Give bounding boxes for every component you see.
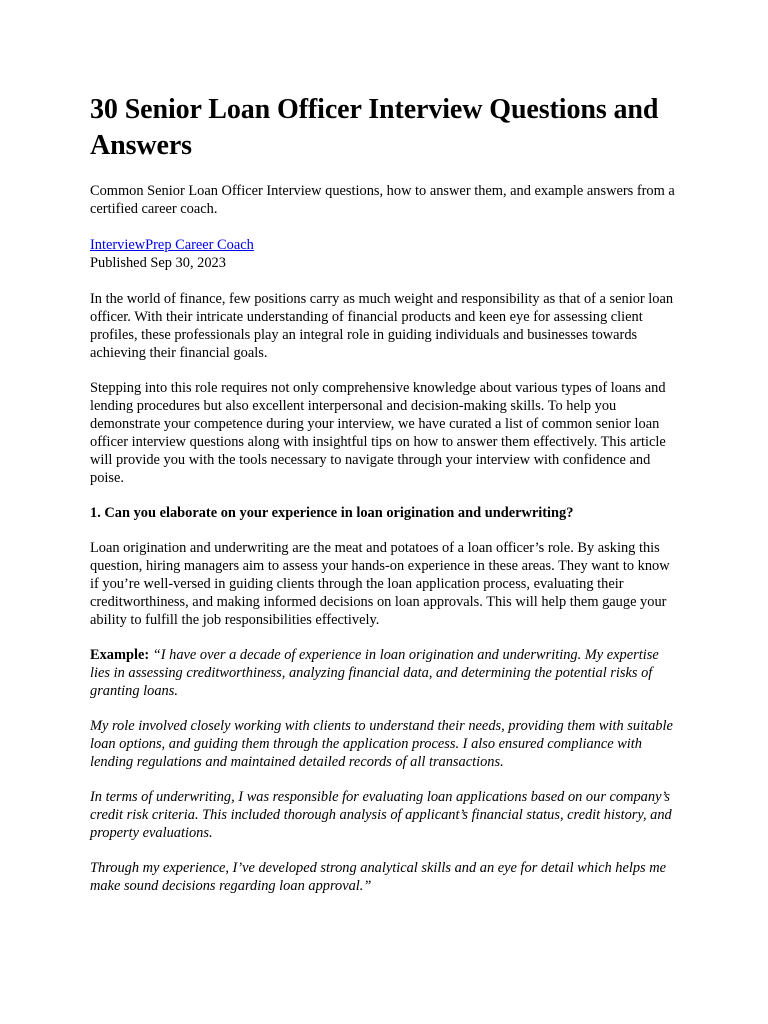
author-link[interactable]: InterviewPrep Career Coach xyxy=(90,237,254,253)
author-line xyxy=(90,236,680,254)
example-paragraph-1 xyxy=(90,646,680,700)
page-title: 30 Senior Loan Officer Interview Questions and Answers xyxy=(90,94,659,161)
example-paragraph-4: Through my experience, I’ve developed strong analytical skills and an eye for detail which helps me make sound decisions regarding loan approval.” xyxy=(90,860,667,894)
published-date: Published Sep 30, 2023 xyxy=(90,255,226,271)
article-subtitle: Common Senior Loan Officer Interview questions, how to answer them, and example answers from a certified career coach. xyxy=(90,183,675,217)
example-paragraph-3: In terms of underwriting, I was responsible for evaluating loan applications based on our company’s credit risk criteria. This included thorough analysis of applicant’s financial status, credit history, and property evaluations. xyxy=(90,789,672,841)
article xyxy=(90,92,680,895)
example-text-1: “I have over a decade of experience in loan origination and underwriting. My expertise lies in assessing creditworthiness, analyzing financial data, and determining the potential risks of granting loans. xyxy=(90,647,659,699)
question-explanation: Loan origination and underwriting are the meat and potatoes of a loan officer’s role. By asking this question, hiring managers aim to assess your hands-on experience in these areas. They want to know if you’re well-versed in guiding clients through the loan application process, evaluating their creditworthiness, and making informed decisions on loan approvals. This will help them gauge your ability to fulfill the job responsibilities effectively. xyxy=(90,540,670,628)
example-label: Example: xyxy=(90,647,153,663)
byline xyxy=(90,236,680,272)
example-paragraph-2: My role involved closely working with clients to understand their needs, providing them with suitable loan options, and guiding them through the application process. I also ensured compliance with lending regulations and maintained detailed records of all transactions. xyxy=(90,718,673,770)
intro-paragraph-2: Stepping into this role requires not only comprehensive knowledge about various types of loans and lending procedures but also excellent interpersonal and decision-making skills. To help you demonstrate your competence during your interview, we have curated a list of common senior loan officer interview questions along with insightful tips on how to answer them effectively. This article will provide you with the tools necessary to navigate through your interview with confidence and poise. xyxy=(90,380,666,486)
intro-paragraph-1: In the world of finance, few positions carry as much weight and responsibility as that of a senior loan officer. With their intricate understanding of financial products and keen eye for assessing client profiles, these professionals play an integral role in guiding individuals and businesses towards achieving their financial goals. xyxy=(90,291,674,361)
question-heading: 1. Can you elaborate on your experience in loan origination and underwriting? xyxy=(90,505,574,521)
